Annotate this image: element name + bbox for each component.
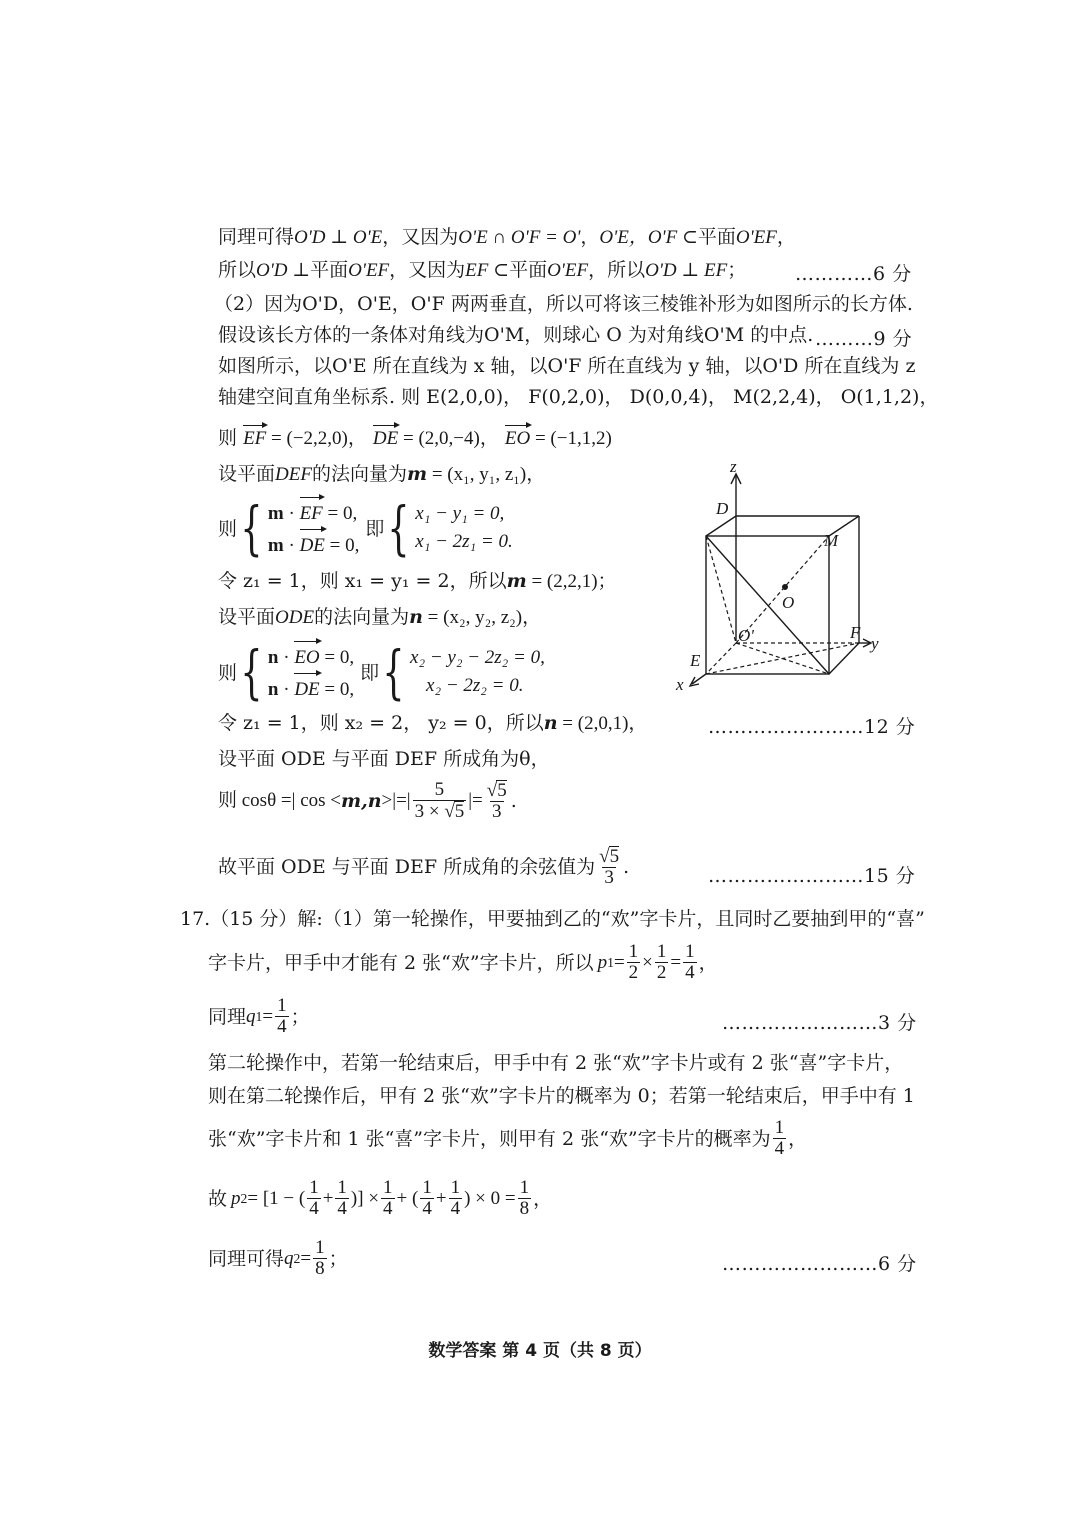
- label-o-prime: O': [738, 626, 754, 645]
- fraction: $\frac{5}{3 \times √5}$: [414, 779, 465, 822]
- fraction: $\frac{√5}{3}$: [486, 780, 507, 822]
- brace-glyph: {: [240, 493, 263, 562]
- line-12: 设平面 ODE 与平面 DEF 所成角为θ，: [218, 748, 550, 770]
- brace-glyph: {: [240, 637, 263, 706]
- equation-system-2: 则 { n · EO = 0, n · DE = 0, 即 { x₂ − y₂ − 2z₂ = 0, x₂ − 2z₂ = 0.: [218, 637, 545, 706]
- q17-line-6: 张“欢”字卡片和 1 张“喜”字卡片，则甲有 2 张“欢”字卡片的概率为 $\frac{1}{4}$ ，: [208, 1117, 808, 1159]
- line-5: 如图所示，以O'E 所在直线为 x 轴，以O'F 所在直线为 y 轴，以O'D 所在直线为 z: [218, 355, 916, 377]
- hidden-bottom-left: [706, 643, 736, 674]
- q17-line-4: 第二轮操作中，若第一轮结束后，甲手中有 2 张“欢”字卡片或有 2 张“喜”字卡片，: [208, 1052, 904, 1074]
- equation-system-1: 则 { m · EF = 0, m · DE = 0, 即 { x₁ − y₁ = 0, x₁ − 2z₁ = 0.: [218, 493, 513, 562]
- line-9: 令 z₁ = 1，则 x₁ = y₁ = 2，所以m = (2,2,1)；: [218, 570, 617, 592]
- label-e: E: [690, 651, 701, 670]
- label-d: D: [716, 499, 729, 518]
- score-6-a: …………6 分: [795, 263, 912, 285]
- score-6-b: ……………………6 分: [722, 1253, 917, 1275]
- line-4: 假设该长方体的一条体对角线为O'M，则球心 O 为对角线O'M 的中点.: [218, 324, 814, 346]
- vector-de: DE: [373, 424, 398, 451]
- q17-line-7: 故 p 2 = [1 − ( $\frac{1}{4}$ + $\frac{1}{4}$ )] × $\frac{1}{4}$ + ( $\frac{1}{4}$ + $\frac{1}{4}$ ) × 0 = $\frac{1}{8}$ ，: [208, 1177, 553, 1219]
- label-y: y: [871, 634, 879, 653]
- score-12: ……………………12 分: [708, 716, 916, 738]
- brace-glyph: {: [387, 493, 410, 562]
- q17-line-5: 则在第二轮操作后，甲有 2 张“欢”字卡片的概率为 0；若第一轮结束后，甲手中有 1: [208, 1085, 915, 1107]
- line-3: （2）因为O'D，O'E，O'F 两两垂直，所以可将该三棱锥补形为如图所示的长方体.: [214, 293, 913, 315]
- vector-ef: EF: [243, 424, 266, 451]
- label-o: O: [782, 593, 795, 612]
- cuboid-figure: [670, 456, 910, 696]
- brace-glyph: {: [382, 637, 405, 706]
- score-3: ……………………3 分: [722, 1012, 917, 1034]
- q17-line-3: 同理 q 1 = $\frac{1}{4}$ ；: [208, 995, 310, 1037]
- line-11: 令 z₁ = 1，则 x₂ = 2， y₂ = 0，所以n = (2,0,1)，: [218, 712, 648, 734]
- q17-line-8: 同理可得 q 2 = $\frac{1}{8}$ ；: [208, 1237, 348, 1279]
- line-2: 所以O'D ⊥平面O'EF，又因为EF ⊂平面O'EF，所以O'D ⊥ EF；: [218, 259, 747, 281]
- line-8: 设平面DEF的法向量为m = (x₁, y₁, z₁)，: [218, 463, 546, 485]
- q17-line-1: 17.（15 分）解:（1）第一轮操作，甲要抽到乙的“欢”字卡片，且同时乙要抽到甲的“喜”: [180, 908, 925, 930]
- score-9: ………9 分: [815, 328, 913, 350]
- label-f: F: [850, 623, 861, 642]
- vector-eo: EO: [505, 424, 530, 451]
- line-10: 设平面ODE的法向量为n = (x₂, y₂, z₂)，: [218, 606, 542, 628]
- sphere-center-point: [782, 584, 788, 590]
- label-m: M: [824, 531, 839, 550]
- line-6: 轴建空间直角坐标系. 则 E(2,0,0)， F(0,2,0)， D(0,0,4)， M(2,2,4)， O(1,1,2)，: [218, 386, 939, 408]
- label-z: z: [730, 457, 737, 476]
- score-15: ……………………15 分: [708, 865, 916, 887]
- fraction: $\frac{√5}{3}$: [599, 846, 620, 888]
- q17-line-2: 字卡片，甲手中才能有 2 张“欢”字卡片，所以 p 1 = $\frac{1}{2}$ × $\frac{1}{2}$ = $\frac{1}{4}$ ，: [208, 941, 718, 983]
- label-x: x: [676, 675, 684, 694]
- line-13: 则 cosθ =| cos < m,n >|=| $\frac{5}{3 \times √5}$ |= $\frac{√5}{3}$ .: [218, 779, 517, 822]
- line-14: 故平面 ODE 与平面 DEF 所成角的余弦值为 $\frac{√5}{3}$ .: [218, 846, 630, 888]
- page-footer: 数学答案 第 4 页（共 8 页）: [428, 1341, 652, 1361]
- line-1: 同理可得O'D ⊥ O'E，又因为O'E ∩ O'F = O'，O'E，O'F ⊂平面O'EF，: [218, 226, 796, 248]
- line-7: 则 EF = (−2,2,0)， DE = (2,0,−4)， EO = (−1,1,2): [218, 424, 612, 451]
